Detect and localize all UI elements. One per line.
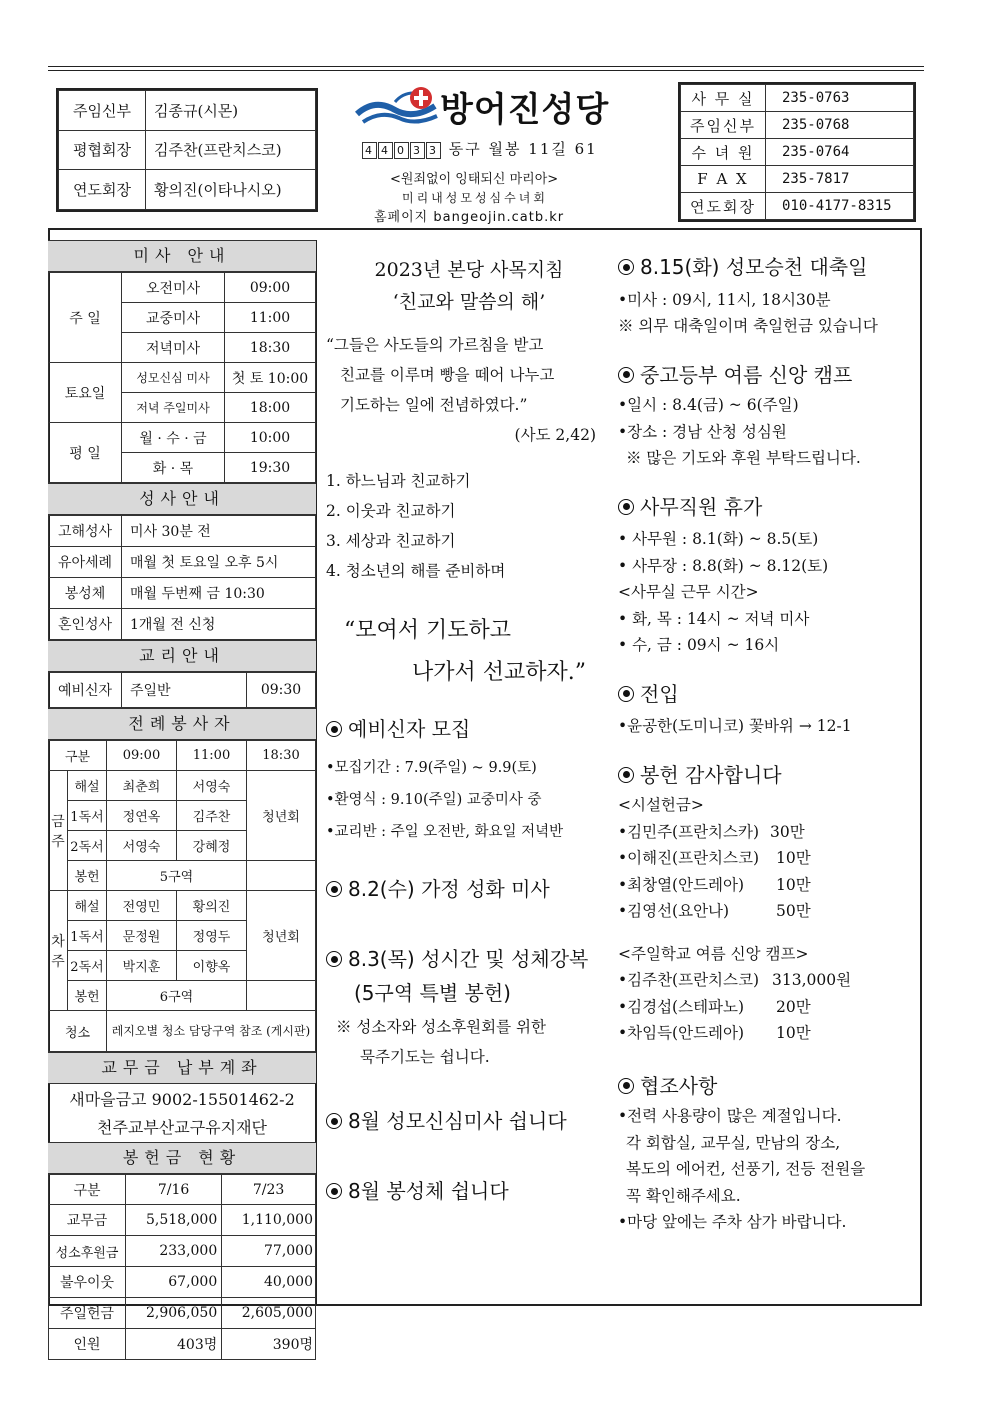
account-title: 교무금 납부계좌 bbox=[48, 1052, 316, 1084]
mass-name: 교중미사 bbox=[122, 303, 225, 333]
quote-line: 기도하는 일에 전념하였다.” bbox=[340, 396, 528, 414]
thanks-row bbox=[618, 1020, 918, 1047]
address-text: 동구 월봉 11길 61 bbox=[448, 140, 598, 158]
bullet-icon bbox=[618, 686, 634, 702]
donor-name: •김경섭(스테파노) bbox=[618, 997, 745, 1016]
liturgy-person: 서영숙 bbox=[107, 831, 177, 861]
holy-note: ※ 성소자와 성소후원회를 위한 bbox=[336, 1018, 546, 1036]
sacrament-value: 매월 두번째 금 10:30 bbox=[122, 578, 316, 609]
offering-value: 390명 bbox=[222, 1329, 316, 1360]
thanks-row bbox=[618, 898, 918, 925]
liturgy-role: 2독서 bbox=[68, 951, 107, 981]
donor-name: •이해진(프란치스코) bbox=[618, 849, 760, 867]
sacrament-title: 성사안내 bbox=[48, 483, 316, 515]
coop-line: 각 회합실, 교무실, 만남의 장소, bbox=[626, 1133, 841, 1152]
donor-name: •최창열(안드레아) bbox=[618, 875, 745, 894]
mass-time: 첫 토 10:00 bbox=[225, 363, 316, 393]
liturgy-offer: 6구역 bbox=[107, 981, 247, 1011]
assumption-heading bbox=[618, 254, 918, 281]
bullet-icon bbox=[326, 951, 342, 967]
sacrament-table bbox=[48, 515, 316, 640]
nuns: 미리내성모성심수녀회 bbox=[402, 191, 548, 205]
mass-time: 19:30 bbox=[225, 453, 316, 483]
mass-title: 미사 안내 bbox=[48, 240, 316, 272]
sunday-label: 주 일 bbox=[49, 273, 122, 363]
liturgy-header: 18:30 bbox=[247, 741, 316, 771]
liturgy-role: 2독서 bbox=[68, 831, 107, 861]
offering-value: 5,518,000 bbox=[126, 1205, 222, 1236]
staff-name: 김주찬(프란치스코) bbox=[146, 130, 316, 170]
liturgy-empty bbox=[247, 861, 316, 891]
camp-line: ※ 많은 기도와 후원 부탁드립니다. bbox=[626, 449, 861, 467]
top-rule-2 bbox=[48, 70, 924, 71]
camp-line: •일시 : 8.4(금) ~ 6(주일) bbox=[618, 396, 799, 414]
liturgy-person: 이향옥 bbox=[176, 951, 246, 981]
doctrine-table bbox=[48, 672, 316, 708]
holy-note: 묵주기도는 쉽니다. bbox=[360, 1048, 490, 1066]
left-column bbox=[48, 240, 316, 1360]
no-comm-heading bbox=[326, 1176, 612, 1206]
offering-value: 40,000 bbox=[222, 1267, 316, 1298]
bullet-icon bbox=[326, 721, 342, 737]
donor-name: •김민주(프란치스카) bbox=[618, 822, 760, 841]
donor-amount: 30만 bbox=[770, 822, 805, 841]
phone-label: 수 녀 원 bbox=[681, 139, 766, 166]
saturday-label: 토요일 bbox=[49, 363, 122, 423]
liturgy-person: 김주찬 bbox=[176, 801, 246, 831]
liturgy-empty bbox=[247, 981, 316, 1011]
bullet-icon bbox=[618, 1078, 634, 1094]
thanks-heading bbox=[618, 762, 918, 789]
thanks-title: 봉헌 감사합니다 bbox=[640, 762, 782, 787]
move-line: •윤공한(도미니코) 꽃바위 → 12-1 bbox=[618, 717, 852, 735]
vacation-line: <사무실 근무 시간> bbox=[618, 583, 759, 601]
offering-header: 7/23 bbox=[222, 1175, 316, 1205]
postal-digit: 3 bbox=[410, 142, 425, 159]
vacation-line: • 수, 금 : 09시 ~ 16시 bbox=[618, 636, 780, 654]
account-line: 새마을금고 9002-15501462-2 bbox=[69, 1090, 295, 1109]
account-line: 천주교부산교구유지재단 bbox=[96, 1118, 268, 1137]
liturgy-person: 문정원 bbox=[107, 921, 177, 951]
liturgy-person: 최춘희 bbox=[107, 771, 177, 801]
sacrament-name: 고해성사 bbox=[49, 516, 122, 547]
donor-amount: 20만 bbox=[776, 997, 811, 1016]
offering-name: 인원 bbox=[49, 1329, 126, 1360]
vacation-heading bbox=[618, 494, 918, 521]
mass-time: 11:00 bbox=[225, 303, 316, 333]
staff-name: 김종규(시몬) bbox=[146, 91, 316, 131]
phone-table bbox=[678, 82, 916, 222]
vacation-line: • 화, 목 : 14시 ~ 저녁 미사 bbox=[618, 609, 810, 628]
mass-time: 18:00 bbox=[225, 393, 316, 423]
donor-amount: 10만 bbox=[776, 875, 811, 894]
liturgy-title: 전례봉사자 bbox=[48, 708, 316, 740]
slogan-line: “모여서 기도하고 bbox=[344, 618, 512, 643]
no-mass-heading bbox=[326, 1106, 612, 1136]
donor-amount: 50만 bbox=[776, 902, 811, 920]
sacrament-value: 매월 첫 토요일 오후 5시 bbox=[122, 547, 316, 578]
liturgy-offer: 5구역 bbox=[107, 861, 247, 891]
sacrament-value: 미사 30분 전 bbox=[122, 516, 316, 547]
camp-line: •장소 : 경남 산청 성심원 bbox=[618, 422, 787, 441]
doctrine-time: 09:30 bbox=[247, 673, 316, 708]
thanks-subtitle: <주일학교 여름 신앙 캠프> bbox=[618, 944, 809, 963]
staff-role: 주임신부 bbox=[59, 91, 146, 131]
no-comm-title: 8월 봉성체 쉽니다 bbox=[348, 1179, 509, 1203]
liturgy-person: 강혜정 bbox=[176, 831, 246, 861]
liturgy-role: 1독서 bbox=[68, 921, 107, 951]
thanks-subtitle: <시설헌금> bbox=[618, 796, 704, 814]
assumption-title: 8.15(화) 성모승천 대축일 bbox=[640, 255, 868, 279]
coop-heading bbox=[618, 1073, 918, 1100]
vacation-line: • 사무장 : 8.8(화) ~ 8.12(토) bbox=[618, 556, 829, 575]
goal-item: 3. 세상과 친교하기 bbox=[326, 532, 456, 550]
mass-name: 화 · 목 bbox=[122, 453, 225, 483]
quote-line: 친교를 이루며 빵을 떼어 나누고 bbox=[340, 366, 555, 384]
doctrine-class: 주일반 bbox=[122, 673, 247, 708]
donor-name: •김영선(요안나) bbox=[618, 902, 730, 920]
phone-label: 사 무 실 bbox=[681, 85, 766, 112]
mass-time: 10:00 bbox=[225, 423, 316, 453]
thanks-row bbox=[618, 967, 918, 994]
holy-hour-heading bbox=[326, 944, 612, 974]
vacation-line: • 사무원 : 8.1(화) ~ 8.5(토) bbox=[618, 530, 819, 548]
week2-label: 차 주 bbox=[49, 891, 68, 1011]
coop-line: •마당 앞에는 주차 삼가 바랍니다. bbox=[618, 1213, 847, 1231]
mass-name: 저녁 주일미사 bbox=[122, 393, 225, 423]
staff-role: 평협회장 bbox=[59, 130, 146, 170]
thanks-row bbox=[618, 872, 918, 899]
homepage: 홈페이지 bangeojin.catb.kr bbox=[374, 210, 565, 225]
holy-hour-title: 8.3(목) 성시간 및 성체강복 bbox=[348, 947, 589, 971]
liturgy-person: 정연옥 bbox=[107, 801, 177, 831]
liturgy-role: 봉헌 bbox=[68, 981, 107, 1011]
catechumen-line: •환영식 : 9.10(주일) 교중미사 중 bbox=[326, 792, 542, 808]
right-column bbox=[618, 254, 918, 1236]
liturgy-header: 09:00 bbox=[107, 741, 177, 771]
middle-column bbox=[326, 254, 612, 1206]
staff-role: 연도회장 bbox=[59, 170, 146, 210]
account-box bbox=[48, 1084, 316, 1142]
postal-digit: 0 bbox=[394, 142, 409, 159]
sacrament-name: 유아세례 bbox=[49, 547, 122, 578]
clean-label: 청소 bbox=[49, 1011, 107, 1052]
offering-value: 1,110,000 bbox=[222, 1205, 316, 1236]
catechumen-line: •모집기간 : 7.9(주일) ~ 9.9(토) bbox=[326, 760, 537, 776]
camp-heading bbox=[618, 362, 918, 389]
church-logo-icon bbox=[355, 84, 441, 128]
postal-code bbox=[362, 140, 442, 159]
mass-time: 18:30 bbox=[225, 333, 316, 363]
liturgy-role: 해설 bbox=[68, 891, 107, 921]
offering-header: 구분 bbox=[49, 1175, 126, 1205]
phone-label: 주임신부 bbox=[681, 112, 766, 139]
postal-digit: 3 bbox=[426, 142, 441, 159]
offering-name: 성소후원금 bbox=[49, 1236, 126, 1267]
sacrament-value: 1개월 전 신청 bbox=[122, 609, 316, 640]
thanks-row bbox=[618, 819, 918, 846]
staff-table bbox=[56, 88, 318, 212]
sacrament-name: 봉성체 bbox=[49, 578, 122, 609]
phone-number: 235-7817 bbox=[766, 166, 914, 193]
bullet-icon bbox=[326, 881, 342, 897]
offering-name: 주일헌금 bbox=[49, 1298, 126, 1329]
catechumen-line: •교리반 : 주일 오전반, 화요일 저녁반 bbox=[326, 824, 564, 840]
assumption-line: •미사 : 09시, 11시, 18시30분 bbox=[618, 290, 831, 309]
quote-line: “그들은 사도들의 가르침을 받고 bbox=[326, 336, 544, 354]
pastoral-subtitle: ‘친교와 말씀의 해’ bbox=[392, 291, 546, 313]
liturgy-header: 11:00 bbox=[176, 741, 246, 771]
liturgy-role: 해설 bbox=[68, 771, 107, 801]
home-mass-heading bbox=[326, 874, 612, 904]
liturgy-role: 봉헌 bbox=[68, 861, 107, 891]
phone-label: F A X bbox=[681, 166, 766, 193]
mass-name: 월 · 수 · 금 bbox=[122, 423, 225, 453]
weekday-label: 평 일 bbox=[49, 423, 122, 483]
quote-ref: (사도 2,42) bbox=[514, 426, 596, 444]
liturgy-person: 박지훈 bbox=[107, 951, 177, 981]
liturgy-person: 전영민 bbox=[107, 891, 177, 921]
offering-table bbox=[48, 1174, 316, 1360]
donor-name: •김주찬(프란치스코) bbox=[618, 971, 760, 989]
donor-amount: 10만 bbox=[776, 849, 811, 867]
liturgy-person: 황의진 bbox=[176, 891, 246, 921]
top-rule bbox=[48, 66, 924, 67]
clean-value: 레지오별 청소 담당구역 참조 (게시판) bbox=[107, 1011, 316, 1052]
camp-title: 중고등부 여름 신앙 캠프 bbox=[640, 362, 853, 387]
offering-value: 2,605,000 bbox=[222, 1298, 316, 1329]
mass-name: 성모신심 미사 bbox=[122, 363, 225, 393]
slogan-line: 나가서 선교하자.” bbox=[412, 660, 586, 685]
coop-line: 복도의 에어컨, 선풍기, 전등 전원을 bbox=[626, 1160, 866, 1178]
bullet-icon bbox=[618, 499, 634, 515]
catechumen-heading bbox=[326, 714, 612, 744]
offering-header: 7/16 bbox=[126, 1175, 222, 1205]
move-heading bbox=[618, 681, 918, 708]
bullet-icon bbox=[326, 1183, 342, 1199]
liturgy-person: 서영숙 bbox=[176, 771, 246, 801]
mass-name: 오전미사 bbox=[122, 273, 225, 303]
pastoral-title: 2023년 본당 사목지침 bbox=[374, 259, 564, 281]
bullet-icon bbox=[618, 767, 634, 783]
phone-label: 연도회장 bbox=[681, 193, 766, 220]
goal-item: 4. 청소년의 해를 준비하며 bbox=[326, 562, 506, 580]
phone-number: 235-0763 bbox=[766, 85, 914, 112]
church-name: 방어진성당 bbox=[440, 90, 610, 130]
address bbox=[362, 138, 598, 159]
move-title: 전입 bbox=[640, 681, 679, 706]
mass-name: 저녁미사 bbox=[122, 333, 225, 363]
thanks-row bbox=[618, 994, 918, 1021]
thanks-row bbox=[618, 845, 918, 872]
phone-number: 010-4177-8315 bbox=[766, 193, 914, 220]
motto: <원죄없이 잉태되신 마리아> bbox=[390, 172, 559, 187]
donor-amount: 10만 bbox=[776, 1024, 811, 1042]
goal-item: 2. 이웃과 친교하기 bbox=[326, 502, 456, 520]
week1-label: 금 주 bbox=[49, 771, 68, 891]
catechumen-title: 예비신자 모집 bbox=[348, 717, 471, 741]
offering-value: 67,000 bbox=[126, 1267, 222, 1298]
liturgy-role: 1독서 bbox=[68, 801, 107, 831]
liturgy-evening: 청년회 bbox=[247, 771, 316, 861]
offering-title: 봉헌금 현황 bbox=[48, 1142, 316, 1174]
assumption-line: ※ 의무 대축일이며 축일헌금 있습니다 bbox=[618, 317, 878, 335]
mass-time: 09:00 bbox=[225, 273, 316, 303]
postal-digit: 4 bbox=[378, 142, 393, 159]
liturgy-evening: 청년회 bbox=[247, 891, 316, 981]
offering-value: 77,000 bbox=[222, 1236, 316, 1267]
bullet-icon bbox=[326, 1113, 342, 1129]
coop-line: 꼭 확인해주세요. bbox=[626, 1186, 741, 1205]
sacrament-name: 혼인성사 bbox=[49, 609, 122, 640]
postal-digit: 4 bbox=[362, 142, 377, 159]
staff-name: 황의진(이타나시오) bbox=[146, 170, 316, 210]
coop-title: 협조사항 bbox=[640, 1073, 718, 1098]
bullet-icon bbox=[618, 367, 634, 383]
mass-table bbox=[48, 272, 316, 483]
offering-value: 2,906,050 bbox=[126, 1298, 222, 1329]
holy-hour-subtitle: (5구역 특별 봉헌) bbox=[354, 981, 511, 1005]
offering-name: 교무금 bbox=[49, 1205, 126, 1236]
donor-name: •차임득(안드레아) bbox=[618, 1024, 745, 1042]
bullet-icon bbox=[618, 259, 634, 275]
vacation-title: 사무직원 휴가 bbox=[640, 494, 763, 519]
liturgy-person: 정영두 bbox=[176, 921, 246, 951]
offering-value: 403명 bbox=[126, 1329, 222, 1360]
doctrine-name: 예비신자 bbox=[49, 673, 122, 708]
phone-number: 235-0764 bbox=[766, 139, 914, 166]
liturgy-table bbox=[48, 740, 316, 1052]
liturgy-header: 구분 bbox=[49, 741, 107, 771]
goal-item: 1. 하느님과 친교하기 bbox=[326, 472, 471, 490]
phone-number: 235-0768 bbox=[766, 112, 914, 139]
donor-amount: 313,000원 bbox=[772, 971, 852, 989]
doctrine-title: 교리안내 bbox=[48, 640, 316, 672]
coop-line: •전력 사용량이 많은 계절입니다. bbox=[618, 1107, 842, 1125]
home-mass-title: 8.2(수) 가정 성화 미사 bbox=[348, 877, 550, 901]
offering-name: 불우이웃 bbox=[49, 1267, 126, 1298]
no-mass-title: 8월 성모신심미사 쉽니다 bbox=[348, 1109, 567, 1133]
offering-value: 233,000 bbox=[126, 1236, 222, 1267]
